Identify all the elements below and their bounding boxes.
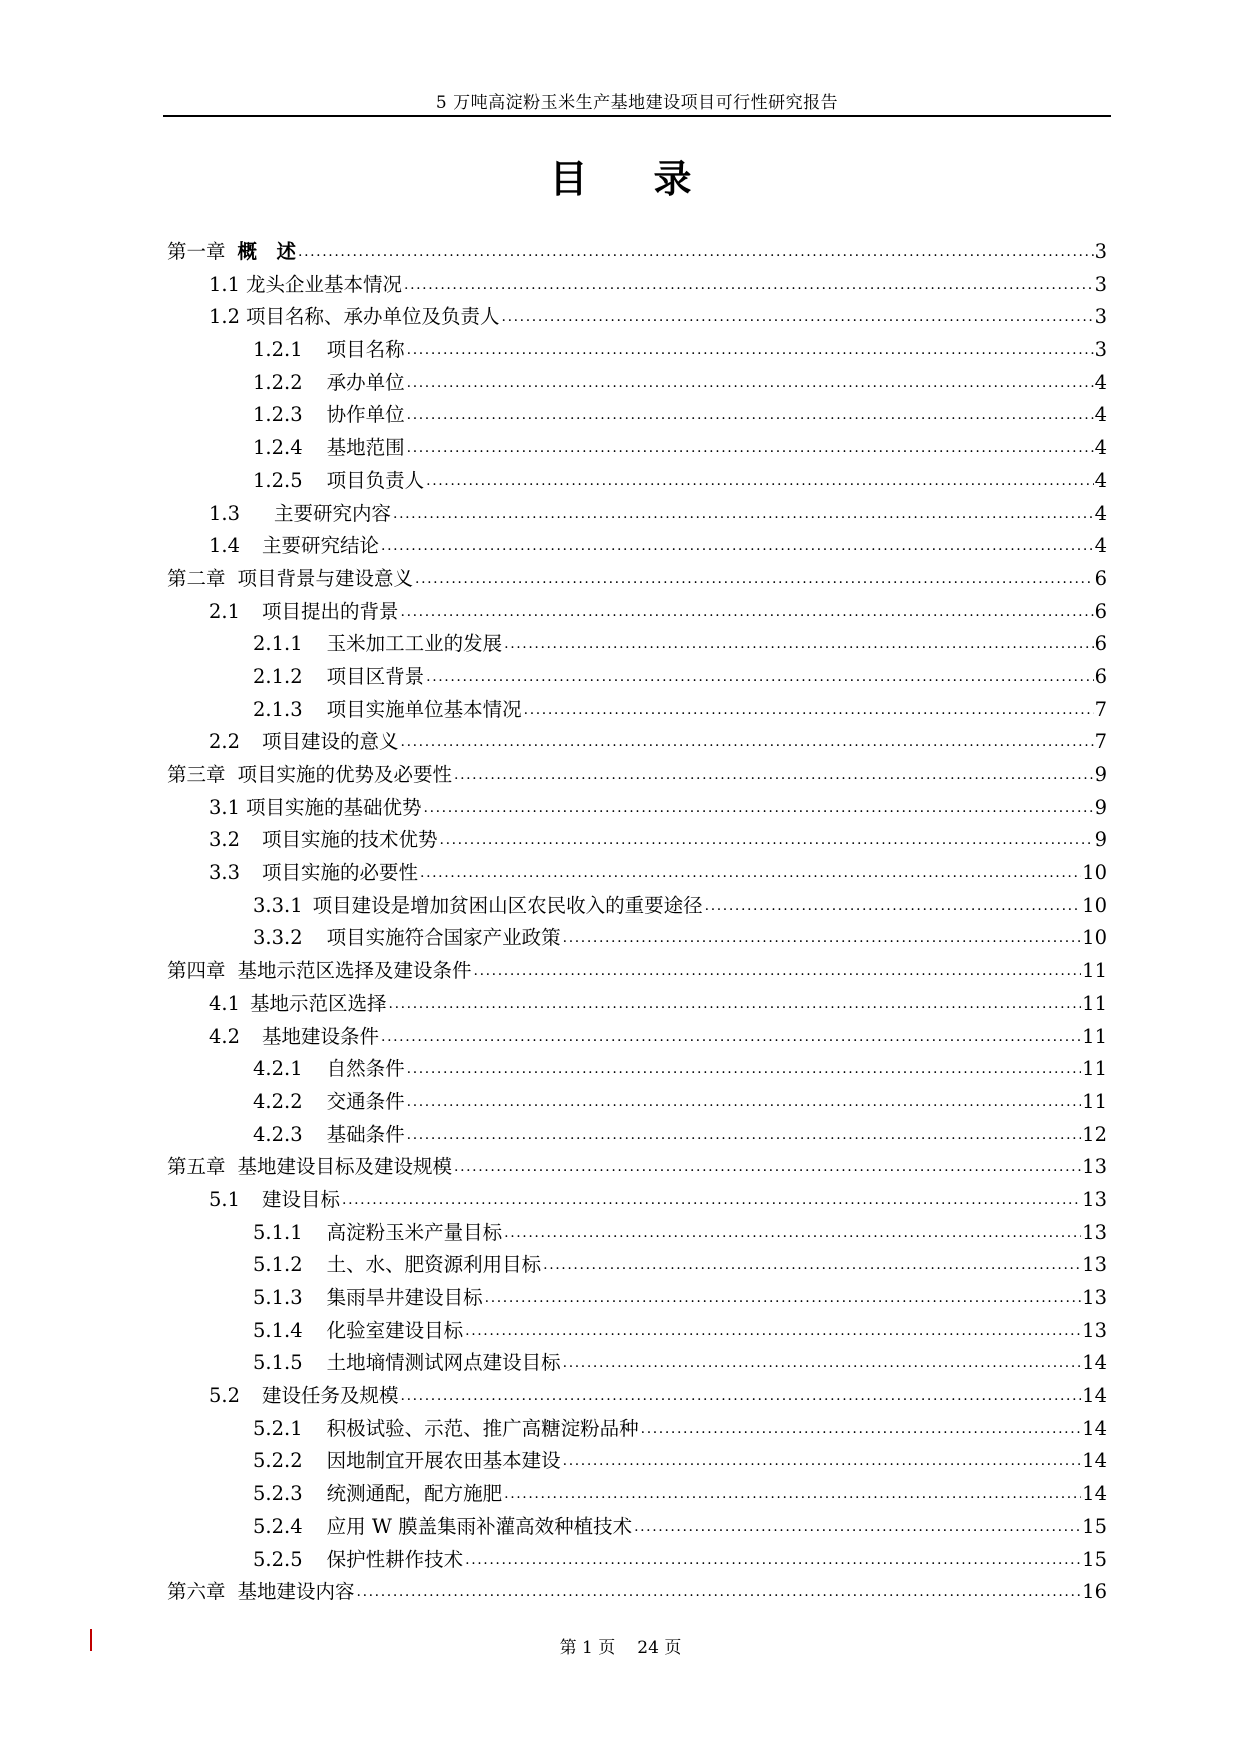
toc-dot-leader: [298, 245, 1094, 259]
toc-dot-leader: [563, 1454, 1082, 1468]
toc-entry-title: 自然条件: [326, 1057, 405, 1081]
toc-entry-title: 化验室建设目标: [326, 1318, 464, 1342]
toc-page-number: 7: [1094, 697, 1107, 721]
toc-entry[interactable]: [167, 1347, 1107, 1380]
toc-entry[interactable]: [167, 1544, 1107, 1577]
toc-dot-leader: [524, 703, 1094, 717]
toc-page-number: 15: [1082, 1514, 1107, 1538]
toc-dot-leader: [407, 1095, 1082, 1109]
toc-page-number: 6: [1094, 664, 1107, 688]
toc-entry-title: 应用 W 膜盖集雨补灌高效种植技术: [326, 1514, 633, 1538]
toc-entry-number: 4.2.3: [253, 1122, 303, 1146]
toc-entry-number: 2.1.1: [253, 632, 303, 656]
toc-entry[interactable]: [167, 922, 1107, 955]
toc-entry-number: 5.2.5: [253, 1547, 303, 1571]
toc-page-number: 11: [1082, 1089, 1107, 1113]
toc-entry[interactable]: [167, 1445, 1107, 1478]
toc-entry[interactable]: [167, 498, 1107, 531]
toc-dot-leader: [407, 376, 1094, 390]
toc-dot-leader: [407, 1128, 1082, 1142]
toc-entry-number: 1.2.4: [253, 436, 303, 460]
toc-dot-leader: [504, 1487, 1081, 1501]
toc-entry[interactable]: [167, 1576, 1107, 1609]
toc-dot-leader: [426, 670, 1093, 684]
toc-entry-number: 4.2.1: [253, 1057, 303, 1081]
toc-dot-leader: [357, 1585, 1082, 1599]
toc-entry-title: 土地墒情测试网点建设目标: [326, 1351, 561, 1375]
toc-page-number: 12: [1082, 1122, 1107, 1146]
toc-entry-number: 5.1.1: [253, 1220, 303, 1244]
toc-entry-number: 5.1.2: [253, 1253, 303, 1277]
toc-entry-number: 1.1: [209, 272, 241, 296]
toc-entry[interactable]: [167, 334, 1107, 367]
toc-page-number: 13: [1082, 1253, 1107, 1277]
toc-entry-number: 第三章: [167, 763, 226, 786]
toc-entry[interactable]: [167, 1086, 1107, 1119]
toc-entry-number: 5.1: [209, 1187, 241, 1211]
toc-dot-leader: [440, 833, 1094, 847]
toc-page-number: 14: [1082, 1482, 1107, 1506]
toc-entry-number: 3.1: [209, 795, 241, 819]
toc-entry[interactable]: [167, 628, 1107, 661]
toc-entry[interactable]: [167, 1282, 1107, 1315]
toc-entry-title: 项目实施符合国家产业政策: [326, 926, 561, 950]
toc-dot-leader: [407, 441, 1094, 455]
toc-page-number: 13: [1082, 1155, 1107, 1179]
toc-entry[interactable]: [167, 269, 1107, 302]
toc-entry-title: 积极试验、示范、推广高糖淀粉品种: [326, 1416, 639, 1440]
toc-entry-title: 基地示范区选择及建设条件: [237, 959, 472, 983]
toc-entry-number: 5.2.4: [253, 1514, 303, 1538]
toc-entry[interactable]: [167, 1151, 1107, 1184]
toc-page-number: 7: [1094, 730, 1107, 754]
toc-page-number: 4: [1094, 501, 1107, 525]
toc-entry-title: 项目实施的优势及必要性: [237, 763, 453, 786]
toc-entry-number: 5.2.3: [253, 1482, 303, 1506]
toc-entry-number: 5.1.5: [253, 1351, 303, 1375]
toc-dot-leader: [381, 539, 1094, 553]
toc-entry[interactable]: [167, 1184, 1107, 1217]
toc-entry[interactable]: [167, 1217, 1107, 1250]
toc-page-number: 4: [1094, 403, 1107, 427]
toc-entry-title: 项目实施的必要性: [262, 861, 419, 885]
toc-dot-leader: [381, 1030, 1081, 1044]
toc-entry-number: 第二章: [167, 566, 226, 590]
toc-entry[interactable]: [167, 1413, 1107, 1446]
toc-dot-leader: [705, 899, 1082, 913]
toc-entry-title: 项目建设的意义: [262, 730, 399, 754]
toc-entry-number: 第四章: [167, 959, 226, 983]
toc-entry[interactable]: [167, 955, 1107, 988]
total-pages: 24 页: [637, 1638, 682, 1658]
toc-entry-number: 2.1: [209, 599, 241, 623]
toc-page-number: 14: [1082, 1449, 1107, 1473]
toc-entry[interactable]: [167, 301, 1107, 334]
toc-entry[interactable]: [167, 726, 1107, 759]
toc-page-number: 13: [1082, 1318, 1107, 1342]
toc-entry[interactable]: [167, 1119, 1107, 1152]
toc-entry-title: 集雨旱井建设目标: [326, 1286, 483, 1309]
toc-page-number: 6: [1094, 599, 1107, 623]
toc-entry[interactable]: [167, 1315, 1107, 1348]
toc-dot-leader: [563, 931, 1082, 945]
toc-dot-leader: [474, 964, 1082, 978]
toc-dot-leader: [504, 637, 1093, 651]
toc-entry-title: 保护性耕作技术: [326, 1547, 464, 1571]
toc-entry-number: 4.2: [209, 1024, 241, 1048]
toc-entry[interactable]: [167, 857, 1107, 890]
header-rule: [163, 115, 1111, 117]
toc-page-number: 9: [1094, 828, 1107, 852]
toc-entry-number: 1.2: [209, 305, 241, 329]
toc-page-number: 3: [1094, 240, 1107, 263]
toc-page-number: 11: [1082, 1057, 1107, 1081]
toc-dot-leader: [389, 997, 1082, 1011]
toc-dot-leader: [401, 605, 1094, 619]
toc-page-number: 9: [1094, 795, 1107, 819]
toc-entry-number: 4.1: [209, 991, 241, 1015]
toc-dot-leader: [634, 1520, 1081, 1534]
toc-page-number: 4: [1094, 534, 1107, 558]
toc-dot-leader: [401, 1389, 1082, 1403]
toc-entry-number: 3.3.2: [253, 926, 303, 950]
toc-entry-number: 5.2: [209, 1384, 241, 1408]
toc-entry[interactable]: [167, 1249, 1107, 1282]
toc-page-number: 9: [1094, 763, 1107, 786]
toc-dot-leader: [393, 507, 1094, 521]
toc-entry-title: 项目区背景: [326, 664, 425, 688]
toc-entry[interactable]: [167, 596, 1107, 629]
toc-page-number: 14: [1082, 1384, 1107, 1408]
toc-page-number: 13: [1082, 1187, 1107, 1211]
toc-entry-number: 2.1.3: [253, 697, 303, 721]
toc-entry[interactable]: [167, 399, 1107, 432]
toc-entry-title: 项目实施的技术优势: [262, 828, 438, 852]
toc-dot-leader: [563, 1356, 1082, 1370]
toc-entry-title: 基地范围: [326, 436, 405, 460]
toc-entry-number: 3.3.1: [253, 893, 303, 917]
toc-entry-title: 基地建设内容: [237, 1580, 355, 1604]
toc-page-number: 10: [1082, 861, 1107, 885]
toc-dot-leader: [342, 1193, 1081, 1207]
toc-dot-leader: [407, 408, 1094, 422]
toc-entry-number: 第六章: [167, 1580, 226, 1604]
toc-entry[interactable]: [167, 1053, 1107, 1086]
toc-page-number: 10: [1082, 926, 1107, 950]
toc-entry[interactable]: [167, 1511, 1107, 1544]
toc-entry[interactable]: [167, 759, 1107, 792]
toc-entry[interactable]: [167, 988, 1107, 1021]
toc-entry-title: 基础条件: [326, 1122, 405, 1146]
toc-entry-title: 项目名称: [326, 338, 405, 362]
toc-entry[interactable]: [167, 792, 1107, 825]
toc-page-number: 10: [1082, 893, 1107, 917]
toc-entry-title: 建设目标: [262, 1187, 341, 1211]
toc-entry-title: 项目建设是增加贫困山区农民收入的重要途径: [312, 893, 703, 917]
toc-entry[interactable]: [167, 1380, 1107, 1413]
toc-entry-number: 3.3: [209, 861, 241, 885]
toc-entry-number: 1.2.1: [253, 338, 303, 362]
toc-page-number: 4: [1094, 468, 1107, 492]
table-of-contents: [167, 236, 1107, 1609]
toc-entry-title: 项目名称、承办单位及负责人: [246, 305, 500, 329]
toc-entry[interactable]: [167, 465, 1107, 498]
toc-page-number: 6: [1094, 632, 1107, 656]
toc-entry-title: 项目实施单位基本情况: [326, 697, 522, 721]
toc-entry[interactable]: [167, 367, 1107, 400]
toc-dot-leader: [504, 1226, 1081, 1240]
toc-entry-title: 项目实施的基础优势: [246, 795, 422, 819]
page-footer: [0, 1633, 1241, 1658]
toc-entry-title: 建设任务及规模: [262, 1384, 399, 1408]
toc-dot-leader: [543, 1258, 1081, 1272]
toc-dot-leader: [465, 1324, 1081, 1338]
toc-entry-number: 5.1.3: [253, 1286, 303, 1309]
toc-entry-title: 土、水、肥资源利用目标: [326, 1253, 542, 1277]
toc-dot-leader: [407, 343, 1094, 357]
toc-page-number: 15: [1082, 1547, 1107, 1571]
toc-page-number: 4: [1094, 370, 1107, 394]
toc-entry[interactable]: [167, 1021, 1107, 1054]
toc-dot-leader: [424, 801, 1094, 815]
toc-page-number: 4: [1094, 436, 1107, 460]
toc-entry-title: 承办单位: [326, 370, 405, 394]
toc-dot-leader: [407, 1062, 1082, 1076]
toc-page-number: 11: [1082, 991, 1107, 1015]
toc-entry-title: 概 述: [237, 240, 297, 263]
toc-entry[interactable]: [167, 432, 1107, 465]
toc-dot-leader: [454, 1160, 1081, 1174]
toc-entry-title: 龙头企业基本情况: [246, 272, 403, 296]
toc-page-number: 13: [1082, 1286, 1107, 1309]
toc-dot-leader: [401, 735, 1094, 749]
toc-dot-leader: [415, 572, 1094, 586]
toc-page-number: 11: [1082, 959, 1107, 983]
toc-entry-title: 玉米加工工业的发展: [326, 632, 503, 656]
toc-entry[interactable]: [167, 694, 1107, 727]
toc-dot-leader: [404, 278, 1094, 292]
toc-page-number: 14: [1082, 1351, 1107, 1375]
toc-entry-title: 统测通配，配方施肥: [326, 1482, 503, 1506]
toc-entry-number: 2.1.2: [253, 664, 303, 688]
toc-page-number: 16: [1082, 1580, 1107, 1604]
toc-dot-leader: [641, 1422, 1082, 1436]
toc-entry-number: 1.2.3: [253, 403, 303, 427]
toc-entry-title: 基地示范区选择: [250, 991, 387, 1015]
toc-entry-title: 项目负责人: [326, 468, 425, 492]
toc-entry-title: 协作单位: [326, 403, 405, 427]
toc-entry-number: 1.2.2: [253, 370, 303, 394]
toc-dot-leader: [420, 866, 1081, 880]
toc-entry-number: 5.1.4: [253, 1318, 303, 1342]
toc-entry[interactable]: [167, 890, 1107, 923]
toc-page-number: 14: [1082, 1416, 1107, 1440]
toc-dot-leader: [426, 474, 1093, 488]
toc-entry-number: 1.4: [209, 534, 241, 558]
toc-entry-number: 3.2: [209, 828, 241, 852]
toc-dot-leader: [502, 310, 1094, 324]
toc-entry[interactable]: [167, 1478, 1107, 1511]
toc-entry-number: 1.3: [209, 501, 241, 525]
toc-entry-title: 基地建设目标及建设规模: [237, 1155, 453, 1179]
toc-entry-title: 交通条件: [326, 1089, 405, 1113]
toc-entry-number: 5.2.1: [253, 1416, 303, 1440]
toc-entry-number: 1.2.5: [253, 468, 303, 492]
toc-entry-number: 第一章: [167, 240, 226, 263]
toc-page-number: 11: [1082, 1024, 1107, 1048]
toc-entry-title: 主要研究内容: [274, 501, 392, 525]
toc-entry[interactable]: [167, 236, 1107, 269]
toc-page-number: 6: [1094, 566, 1107, 590]
toc-entry-number: 5.2.2: [253, 1449, 303, 1473]
toc-entry[interactable]: [167, 661, 1107, 694]
toc-entry[interactable]: [167, 563, 1107, 596]
toc-dot-leader: [465, 1553, 1081, 1567]
toc-dot-leader: [454, 768, 1094, 782]
toc-title: 目录: [549, 157, 758, 201]
page-number: 第 1 页: [559, 1638, 616, 1658]
toc-page-number: 3: [1094, 305, 1107, 329]
toc-entry-number: 第五章: [167, 1155, 226, 1179]
toc-entry[interactable]: [167, 530, 1107, 563]
toc-entry-title: 项目提出的背景: [262, 599, 399, 623]
toc-entry[interactable]: [167, 824, 1107, 857]
running-header: 5 万吨高淀粉玉米生产基地建设项目可行性研究报告: [435, 93, 839, 113]
toc-page-number: 3: [1094, 272, 1107, 296]
toc-page-number: 13: [1082, 1220, 1107, 1244]
toc-entry-number: 4.2.2: [253, 1089, 303, 1113]
toc-dot-leader: [485, 1291, 1082, 1305]
toc-entry-title: 高淀粉玉米产量目标: [326, 1220, 503, 1244]
toc-entry-title: 主要研究结论: [262, 534, 380, 558]
toc-entry-title: 项目背景与建设意义: [237, 566, 414, 590]
toc-entry-number: 2.2: [209, 730, 241, 754]
toc-page-number: 3: [1094, 338, 1107, 362]
toc-entry-title: 基地建设条件: [262, 1024, 380, 1048]
toc-entry-title: 因地制宜开展农田基本建设: [326, 1449, 561, 1473]
